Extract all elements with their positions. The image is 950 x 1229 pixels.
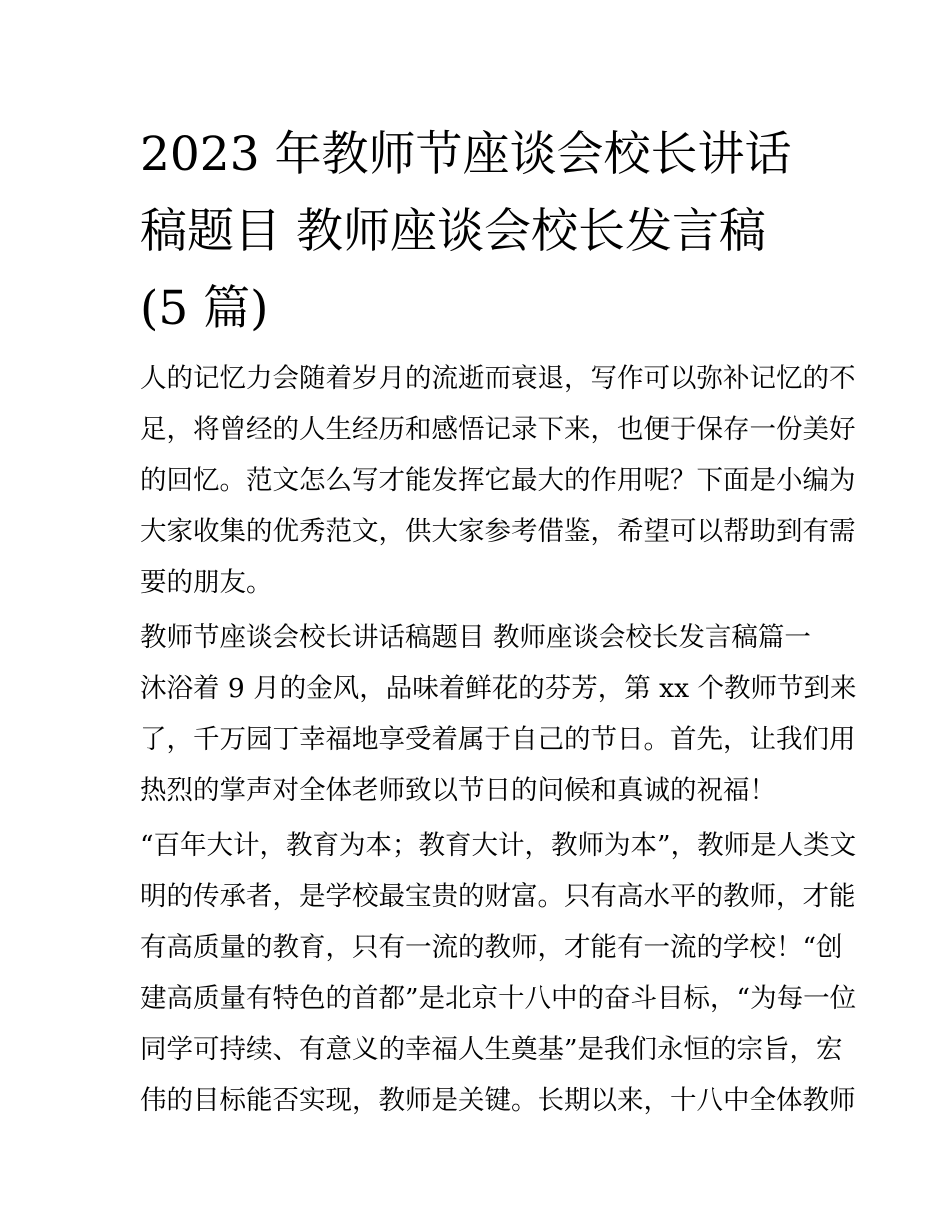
intro-line: 人的记忆力会随着岁月的流逝而衰退，写作可以弥补记忆的不 [140, 363, 856, 394]
document-body [140, 353, 857, 1126]
document-title [140, 116, 820, 347]
intro-line: 的回忆。范文怎么写才能发挥它最大的作用呢？下面是小编为 [140, 465, 856, 496]
paragraph-2 [140, 820, 857, 1126]
paragraph-line: 明的传承者，是学校最宝贵的财富。只有高水平的教师，才能 [140, 881, 856, 912]
paragraph-1 [140, 663, 857, 816]
paragraph-line: 伟的目标能否实现，教师是关键。长期以来，十八中全体教师 [140, 1085, 856, 1116]
intro-line: 大家收集的优秀范文，供大家参考借鉴，希望可以帮助到有需 [140, 516, 856, 547]
title-line-1: 2023 年教师节座谈会校长讲话 [140, 127, 792, 182]
title-line-3: (5 篇) [140, 281, 269, 336]
paragraph-line: “百年大计，教育为本；教育大计，教师为本”，教师是人类文 [140, 830, 857, 861]
title-line-2: 稿题目 教师座谈会校长发言稿 [140, 204, 766, 259]
intro-line: 要的朋友。 [140, 567, 273, 598]
paragraph-line: 沐浴着 9 月的金风，品味着鲜花的芬芳，第 xx 个教师节到来 [140, 673, 857, 704]
paragraph-line: 同学可持续、有意义的幸福人生奠基”是我们永恒的宗旨，宏 [140, 1034, 843, 1065]
paragraph-line: 有高质量的教育，只有一流的教师，才能有一流的学校！“创 [140, 932, 843, 963]
paragraph-line: 了，千万园丁幸福地享受着属于自己的节日。首先，让我们用 [140, 724, 856, 755]
paragraph-line: 建高质量有特色的首都”是北京十八中的奋斗目标，“为每一位 [140, 983, 857, 1014]
section-heading: 教师节座谈会校长讲话稿题目 教师座谈会校长发言稿篇一 [140, 622, 811, 653]
paragraph-line: 热烈的掌声对全体老师致以节日的问候和真诚的祝福！ [140, 775, 776, 806]
intro-paragraph [140, 353, 856, 608]
intro-line: 足，将曾经的人生经历和感悟记录下来，也便于保存一份美好 [140, 414, 856, 445]
